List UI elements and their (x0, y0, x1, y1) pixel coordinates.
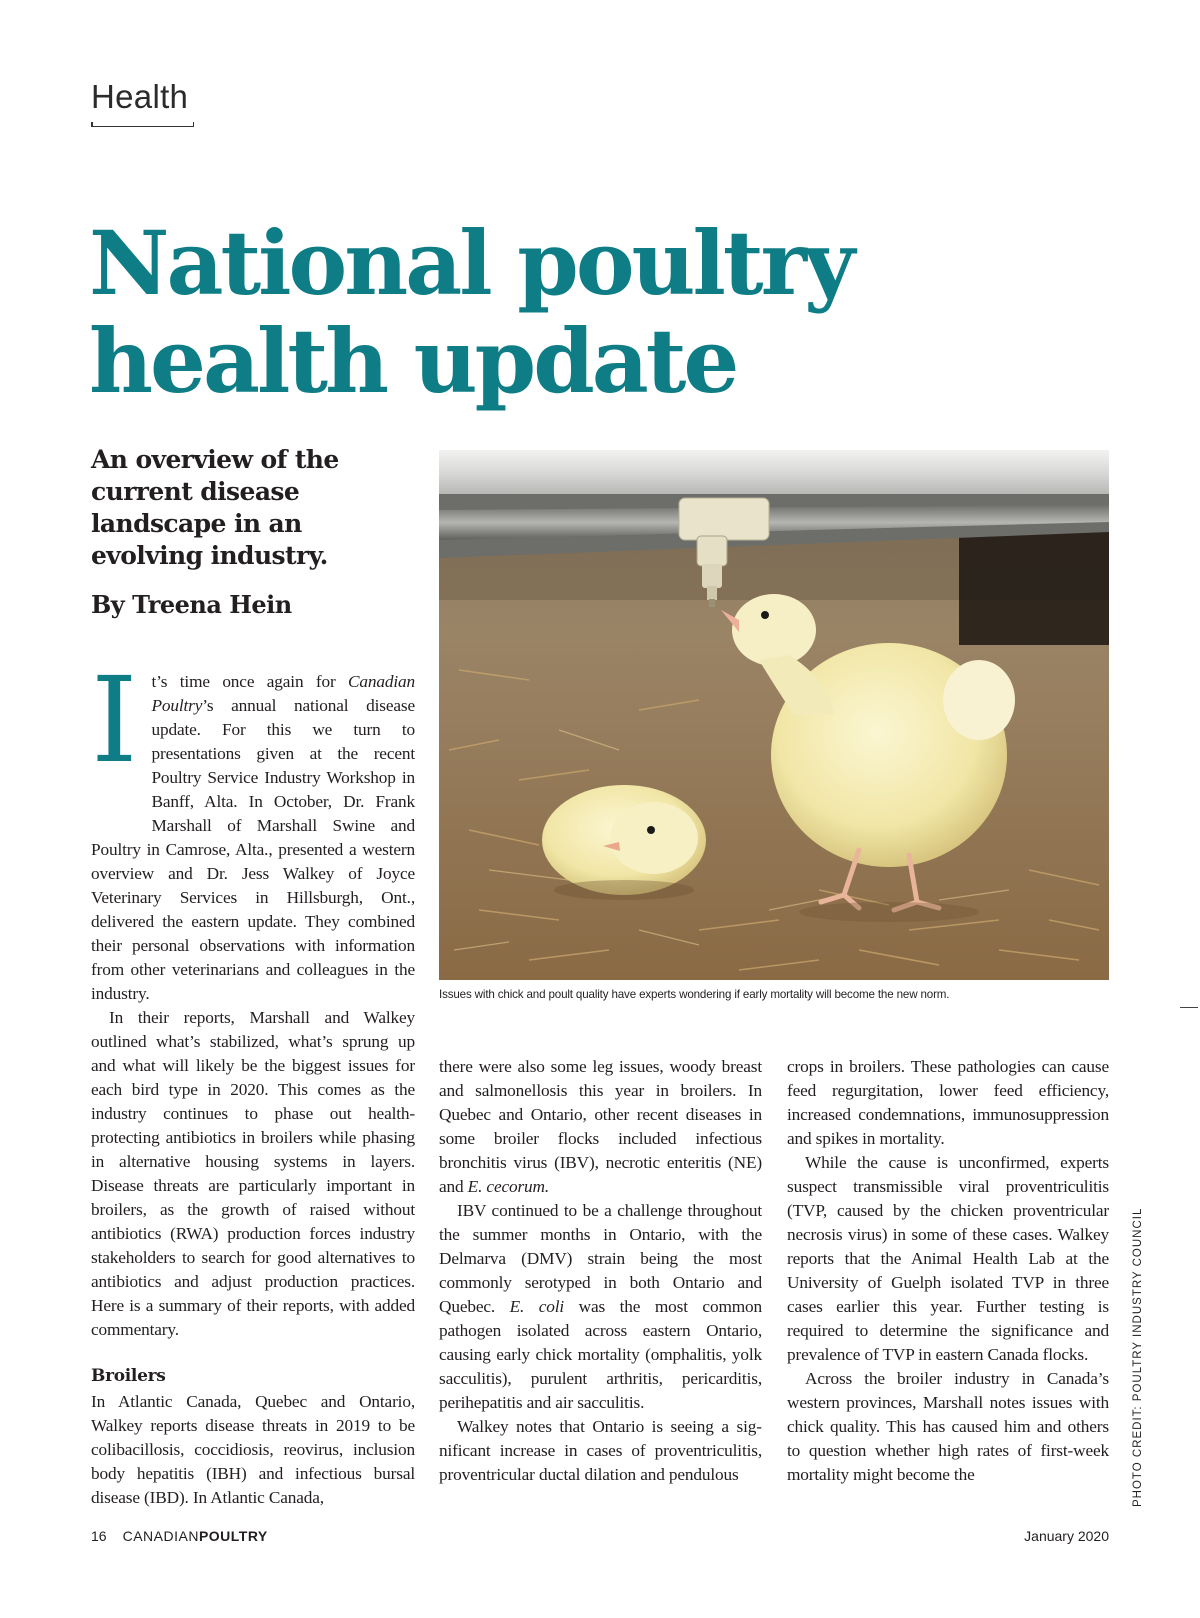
article-headline (89, 211, 1069, 413)
paragraph-1: It’s time once again for Canadian Poultry’s annual national disease update. For this we turn to presentations given at the recent Poultry Service Industry Workshop in Banff, Alta. In October, Dr. Frank Marshall of Marshall Swine and Poultry in Camrose, Alta., presented a western overview and Dr. Jess Walkey of Joyce Veterinary Services in Hillsburgh, Ont., delivered the eastern update. They combined their personal observations with information from other veterinarians and colleagues in the industry. (91, 651, 415, 1003)
section-label: Health (91, 78, 189, 115)
article-byline: By Treena Hein (91, 590, 292, 619)
section-rule (91, 126, 194, 127)
paragraph-9: Across the broiler industry in Canada’s western provinces, Marshall notes issues with chick quality. This has caused him and others to question whether high rates of first-week mortality might become the (787, 1369, 1109, 1484)
subhead-broilers: Broilers (91, 1366, 166, 1386)
paragraph-8: While the cause is unconfirmed, experts suspect transmissible viral proventriculitis (TVP, caused by the chicken proventricular necrosis virus) in some of these cases. Walkey reports that the Animal Health Lab at the University of Guelph isolated TVP in three cases earlier this year. Further testing is required to determine the significance and prevalence of TVP in eastern Canada flocks. (787, 1153, 1109, 1364)
paragraph-5: IBV continued to be a challenge throughout the summer months in Ontario, with the Delmarva (DMV) strain being the most commonly serotyped in both Ontario and Quebec. E. coli was the most common pathogen isolated across eastern Ontario, causing early chick mortality (omphalitis, yolk sacculitis), purulent arthritis, pericarditis, perihepatitis and air sacculitis. (439, 1201, 763, 1412)
paragraph-7: crops in broilers. These pathologies can cause feed regurgitation, lower feed efficiency, increased condemnations, immunosuppression and spikes in mortality. (787, 1057, 1109, 1148)
margin-dash (1180, 1007, 1198, 1008)
body-column-1 (91, 651, 415, 1510)
headline-line-1: National poultry (89, 211, 853, 315)
footer-publication (91, 1528, 268, 1544)
chicks-photo-illustration (439, 450, 1109, 980)
photo-caption: Issues with chick and poult quality have experts wondering if early mortality will become the new norm. (439, 988, 950, 1001)
article-deck: An overview of the current disease landscape in an evolving industry. (91, 445, 339, 570)
article-photo (439, 450, 1109, 980)
body-column-3 (787, 1055, 1109, 1487)
body-column-2 (439, 1055, 762, 1487)
headline-line-2: health update (89, 309, 737, 413)
paragraph-3: In Atlantic Canada, Quebec and Ontario, Walkey reports disease threats in 2019 to be colibacillosis, coccidiosis, reovirus, inclusion body hepatitis (IBH) and infectious bursal disease (IBD). In Atlantic Canada, (91, 1392, 415, 1507)
paragraph-4: there were also some leg issues, woody breast and salmonellosis this year in broilers. In Quebec and Ontario, other recent diseases in some broiler flocks included infectious bronchitis virus (IBV), necrotic enteritis (NE) and E. cecorum. (439, 1057, 762, 1196)
paragraph-6: Walkey notes that Ontario is seeing a significant increase in cases of proventriculitis, proventricular ductal dilation and pendulous (439, 1417, 762, 1484)
photo-credit: PHOTO CREDIT: POULTRY INDUSTRY COUNCIL (1132, 1207, 1144, 1507)
publication-name-b: POULTRY (198, 1528, 268, 1544)
issue-date: January 2020 (1024, 1528, 1109, 1544)
drop-cap: I (91, 651, 138, 789)
page-number: 16 (91, 1528, 107, 1544)
paragraph-2: In their reports, Marshall and Walkey outlined what’s stabilized, what’s sprung up and what will likely be the biggest issues for each bird type in 2020. This comes as the industry continues to phase out health-protecting antibiotics in broilers while phasing in alternative housing systems in layers. Disease threats are particularly important in broilers, as the growth of raised without antibiotics (RWA) production forces industry stakeholders to search for good alternatives to antibiotics and adjust production practices. Here is a summary of their reports, with added commentary. (91, 1008, 415, 1339)
publication-name-a: CANADIAN (122, 1528, 199, 1544)
